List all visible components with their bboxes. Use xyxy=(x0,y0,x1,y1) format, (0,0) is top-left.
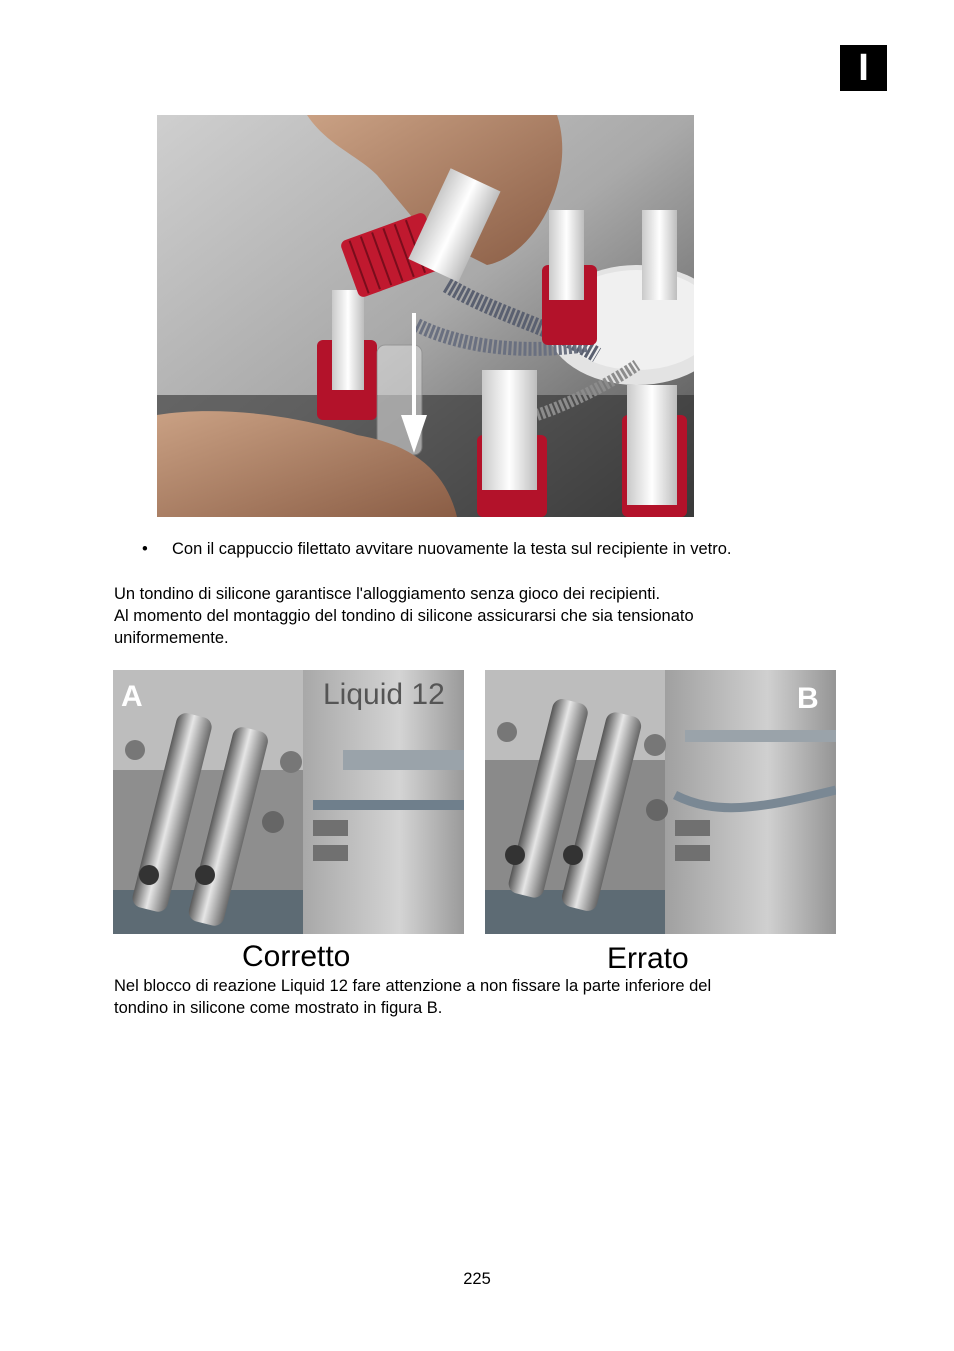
paragraph-liquid12-note xyxy=(114,975,711,1019)
caption-correct: Corretto xyxy=(242,940,351,973)
paragraph-line: Un tondino di silicone garantisce l'alloggiamento senza gioco dei recipienti. xyxy=(114,585,661,603)
page-number: 225 xyxy=(463,1270,491,1288)
bullet-item xyxy=(142,540,731,559)
paragraph-line: Al momento del montaggio del tondino di silicone assicurarsi che sia tensionato xyxy=(114,607,694,625)
paragraph-line: uniformemente. xyxy=(114,629,229,647)
photo-figure-a xyxy=(113,670,464,934)
bullet-dot: • xyxy=(142,540,148,558)
figure-b-letter: B xyxy=(797,682,819,715)
photo-figure-b xyxy=(485,670,836,934)
photo-screw-cap xyxy=(157,115,694,517)
bullet-text: Con il cappuccio filettato avvitare nuovamente la testa sul recipiente in vetro. xyxy=(172,540,732,558)
language-tab: I xyxy=(840,45,887,91)
figure-a-label: Liquid 12 xyxy=(323,678,445,711)
paragraph-line: tondino in silicone come mostrato in figura B. xyxy=(114,999,443,1017)
paragraph-line: Nel blocco di reazione Liquid 12 fare attenzione a non fissare la parte inferiore del xyxy=(114,977,712,995)
figure-a-letter: A xyxy=(121,680,143,713)
paragraph-silicone-ring xyxy=(114,583,694,649)
caption-wrong: Errato xyxy=(607,942,689,975)
